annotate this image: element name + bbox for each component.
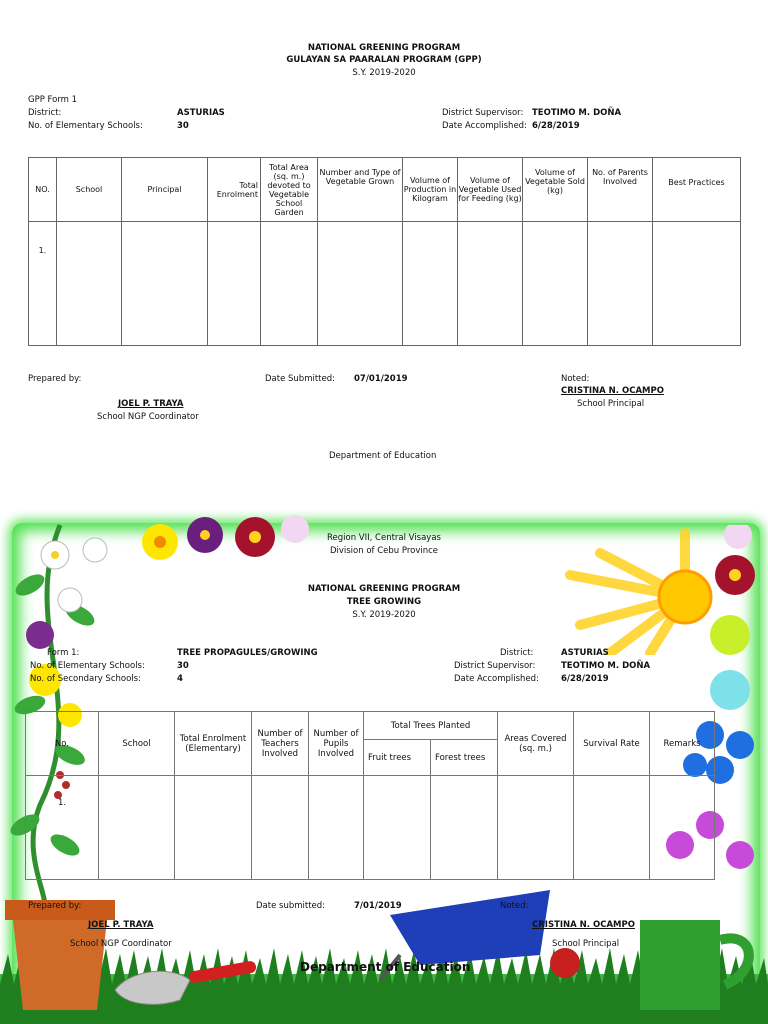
flower-pot-icon (5, 900, 115, 1010)
secondary-schools-label: No. of Secondary Schools: (30, 674, 141, 684)
title-line-2: TREE GROWING (346, 597, 422, 607)
date-accomplished-value: 6/28/2019 (532, 121, 580, 131)
header-pupils: Number of Pupils Involved (309, 712, 364, 776)
date-accomplished-label: Date Accomplished: (442, 121, 527, 131)
noted-label: Noted: (500, 901, 529, 911)
prepared-by-role: School NGP Coordinator (70, 939, 172, 949)
date-submitted-value: 07/01/2019 (354, 374, 408, 384)
date-submitted-label: Date submitted: (256, 901, 326, 911)
noted-name: CRISTINA N. OCAMPO (532, 920, 635, 930)
table-row (26, 776, 715, 880)
gpp-table (28, 157, 741, 346)
header-school: School (57, 158, 122, 222)
header-volume-sold: Volume of Vegetable Sold (kg) (523, 158, 588, 222)
division-line: Division of Cebu Province (329, 546, 439, 556)
supervisor-label: District Supervisor: (454, 661, 536, 671)
form-value: TREE PROPAGULES/GROWING (177, 648, 318, 658)
prepared-by-name: JOEL P. TRAYA (88, 920, 154, 930)
header-best-practices: Best Practices (653, 158, 741, 222)
school-year: S.Y. 2019-2020 (352, 68, 416, 78)
title-line-2: GULAYAN SA PAARALAN PROGRAM (GPP) (286, 55, 482, 65)
row-number: 1. (29, 222, 57, 346)
header-volume-feeding: Volume of Vegetable Used for Feeding (kg) (458, 158, 523, 222)
header-principal: Principal (122, 158, 208, 222)
header-total-area: Total Area (sq. m.) devoted to Vegetable School Garden (261, 158, 318, 222)
schools-value: 30 (177, 121, 189, 131)
header-total-enrolment: Total Enrolment (Elementary) (175, 712, 252, 776)
noted-role: School Principal (577, 399, 645, 409)
date-accomplished-value: 6/28/2019 (561, 674, 609, 684)
date-submitted-value: 7/01/2019 (354, 901, 402, 911)
district-label: District: (500, 648, 534, 658)
header-remarks: Remarks (650, 712, 715, 776)
title-line-1: NATIONAL GREENING PROGRAM (307, 43, 461, 53)
header-total-enrolment: Total Enrolment (208, 158, 261, 222)
header-teachers: Number of Teachers Involved (252, 712, 309, 776)
district-label: District: (28, 108, 62, 118)
header-parents: No. of Parents Involved (588, 158, 653, 222)
district-value: ASTURIAS (561, 648, 609, 658)
tree-growing-form-page (0, 505, 768, 1024)
header-fruit-trees: Fruit trees (364, 740, 431, 776)
trowel-icon (110, 950, 260, 1010)
secondary-schools-value: 4 (177, 674, 183, 684)
prepared-by-name: JOEL P. TRAYA (118, 399, 184, 409)
header-no: NO. (29, 158, 57, 222)
schools-label: No. of Elementary Schools: (28, 121, 143, 131)
header-vegetables-grown: Number and Type of Vegetable Grown (318, 158, 403, 222)
form-label: Form 1: (47, 648, 80, 658)
prepared-by-label: Prepared by: (28, 374, 82, 384)
date-accomplished-label: Date Accomplished: (454, 674, 539, 684)
tree-growing-table (25, 711, 715, 880)
table-row (29, 222, 741, 346)
elementary-schools-label: No. of Elementary Schools: (30, 661, 145, 671)
supervisor-value: TEOTIMO M. DOÑA (561, 661, 651, 671)
date-submitted-label: Date Submitted: (265, 374, 335, 384)
footer-deped: Department of Education (329, 451, 437, 461)
prepared-by-role: School NGP Coordinator (97, 412, 199, 422)
supervisor-label: District Supervisor: (442, 108, 524, 118)
noted-name: CRISTINA N. OCAMPO (561, 386, 664, 396)
header-no: No. (26, 712, 99, 776)
elementary-schools-value: 30 (177, 661, 189, 671)
header-areas-covered: Areas Covered (sq. m.) (498, 712, 574, 776)
header-forest-trees: Forest trees (431, 740, 498, 776)
header-survival-rate: Survival Rate (574, 712, 650, 776)
prepared-by-label: Prepared by: (28, 901, 82, 911)
row-number: 1. (26, 776, 99, 880)
noted-role: School Principal (552, 939, 620, 949)
header-total-trees: Total Trees Planted (364, 712, 498, 740)
footer-deped: Department of Education (300, 960, 471, 974)
form-label: GPP Form 1 (28, 95, 78, 105)
supervisor-value: TEOTIMO M. DOÑA (532, 108, 622, 118)
header-school: School (99, 712, 175, 776)
noted-label: Noted: (561, 374, 590, 384)
title-line-1: NATIONAL GREENING PROGRAM (307, 584, 461, 594)
district-value: ASTURIAS (177, 108, 225, 118)
region-line: Region VII, Central Visayas (327, 533, 441, 543)
school-year: S.Y. 2019-2020 (352, 610, 416, 620)
watering-can-icon (625, 890, 768, 1010)
header-volume-production: Volume of Production in Kilogram (403, 158, 458, 222)
